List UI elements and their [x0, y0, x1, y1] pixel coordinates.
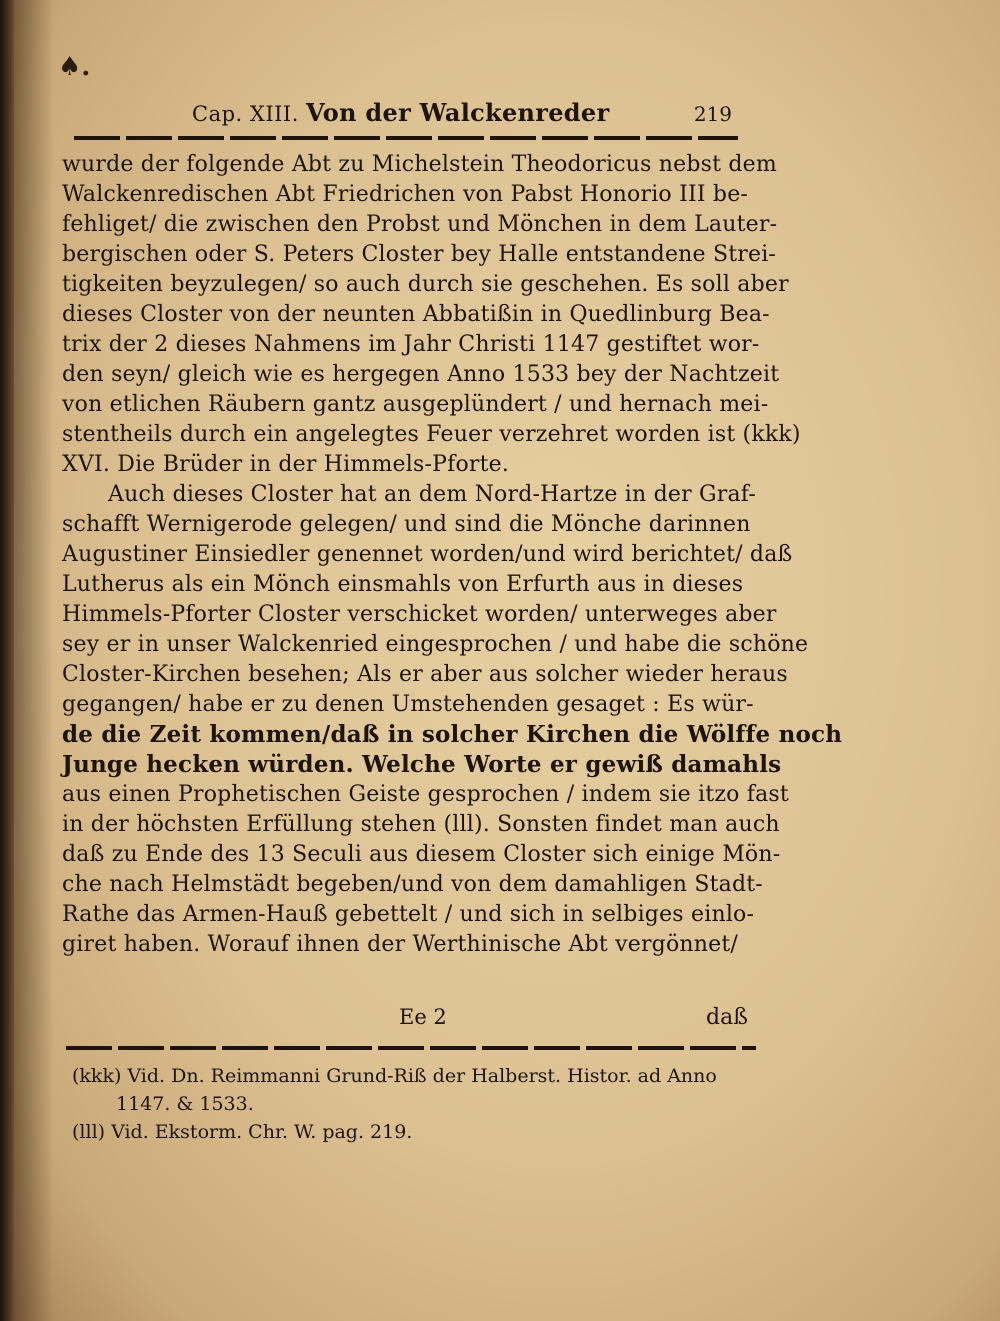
body-line: Himmels-Pforter Closter verschicket worden/ unterweges aber — [62, 602, 777, 627]
body-line: tigkeiten beyzulegen/ so auch durch sie geschehen. Es soll aber — [62, 272, 789, 297]
footnote: (kkk) Vid. Dn. Reimmanni Grund-Riß der Halberst. Histor. ad Anno — [72, 1065, 717, 1087]
signature-mark: Ee 2 — [399, 1005, 447, 1029]
body-line: wurde der folgende Abt zu Michelstein Theodoricus nebst dem — [62, 152, 777, 177]
page-number: 219 — [693, 102, 732, 126]
chapter-label: Cap. XIII. — [192, 102, 299, 126]
book-spine-shadow — [0, 0, 14, 1321]
body-line: von etlichen Räubern gantz ausgeplündert / und hernach mei- — [62, 392, 769, 417]
body-line: aus einen Prophetischen Geiste gesprochen / indem sie itzo fast — [62, 782, 789, 807]
footnote-continuation: 1147. & 1533. — [116, 1093, 254, 1115]
body-text — [62, 150, 843, 960]
body-line: bergischen oder S. Peters Closter bey Halle entstandene Strei- — [62, 242, 777, 267]
body-line: dieses Closter von der neunten Abbatißin in Quedlinburg Bea- — [62, 302, 770, 327]
header-rule — [74, 136, 738, 140]
body-line: de die Zeit kommen/daß in solcher Kirchen die Wölffe noch — [62, 721, 843, 748]
body-line: giret haben. Worauf ihnen der Werthinische Abt vergönnet/ — [62, 932, 739, 957]
body-line: in der höchsten Erfüllung stehen (lll). Sonsten findet man auch — [62, 812, 780, 837]
body-line: trix der 2 dieses Nahmens im Jahr Christi 1147 gestiftet wor- — [62, 332, 760, 357]
body-line: gegangen/ habe er zu denen Umstehenden gesaget : Es wür- — [62, 692, 754, 717]
body-line: Walckenredischen Abt Friedrichen von Pabst Honorio III be- — [62, 182, 749, 207]
body-line: Rathe das Armen-Hauß gebettelt / und sich in selbiges einlo- — [62, 902, 755, 927]
catchword: daß — [706, 1005, 748, 1030]
body-line: Lutherus als ein Mönch einsmahls von Erfurth aus in dieses — [62, 572, 744, 597]
body-line: daß zu Ende des 13 Seculi aus diesem Closter sich einige Mön- — [62, 842, 781, 867]
body-line: Closter-Kirchen besehen; Als er aber aus solcher wieder heraus — [62, 662, 788, 687]
gutter-shadow — [14, 0, 54, 1321]
running-title: Von der Walckenreder — [306, 98, 610, 127]
body-line: den seyn/ gleich wie es hergegen Anno 1533 bey der Nachtzeit — [62, 362, 780, 387]
footnote: (lll) Vid. Ekstorm. Chr. W. pag. 219. — [72, 1121, 413, 1143]
body-line: Auch dieses Closter hat an dem Nord-Hartze in der Graf- — [108, 482, 757, 507]
running-header — [174, 96, 734, 132]
body-line: Junge hecken würden. Welche Worte er gewiß damahls — [62, 751, 782, 778]
section-heading: XVI. Die Brüder in der Himmels-Pforte. — [62, 452, 510, 477]
body-line: sey er in unser Walckenried eingesprochen / und habe die schöne — [62, 632, 809, 657]
book-page — [14, 0, 1000, 1321]
body-line: schafft Wernigerode gelegen/ und sind die Mönche darinnen — [62, 512, 751, 537]
footnotes — [72, 1062, 772, 1146]
body-line: stentheils durch ein angelegtes Feuer verzehret worden ist (kkk) — [62, 422, 801, 447]
body-line: fehliget/ die zwischen den Probst und Mönchen in dem Lauter- — [62, 212, 778, 237]
corner-ornament: ♠. — [58, 52, 91, 82]
body-line: che nach Helmstädt begeben/und von dem damahligen Stadt- — [62, 872, 763, 897]
body-line: Augustiner Einsiedler genennet worden/und wird berichtet/ daß — [62, 542, 793, 567]
footnote-rule — [66, 1046, 756, 1050]
